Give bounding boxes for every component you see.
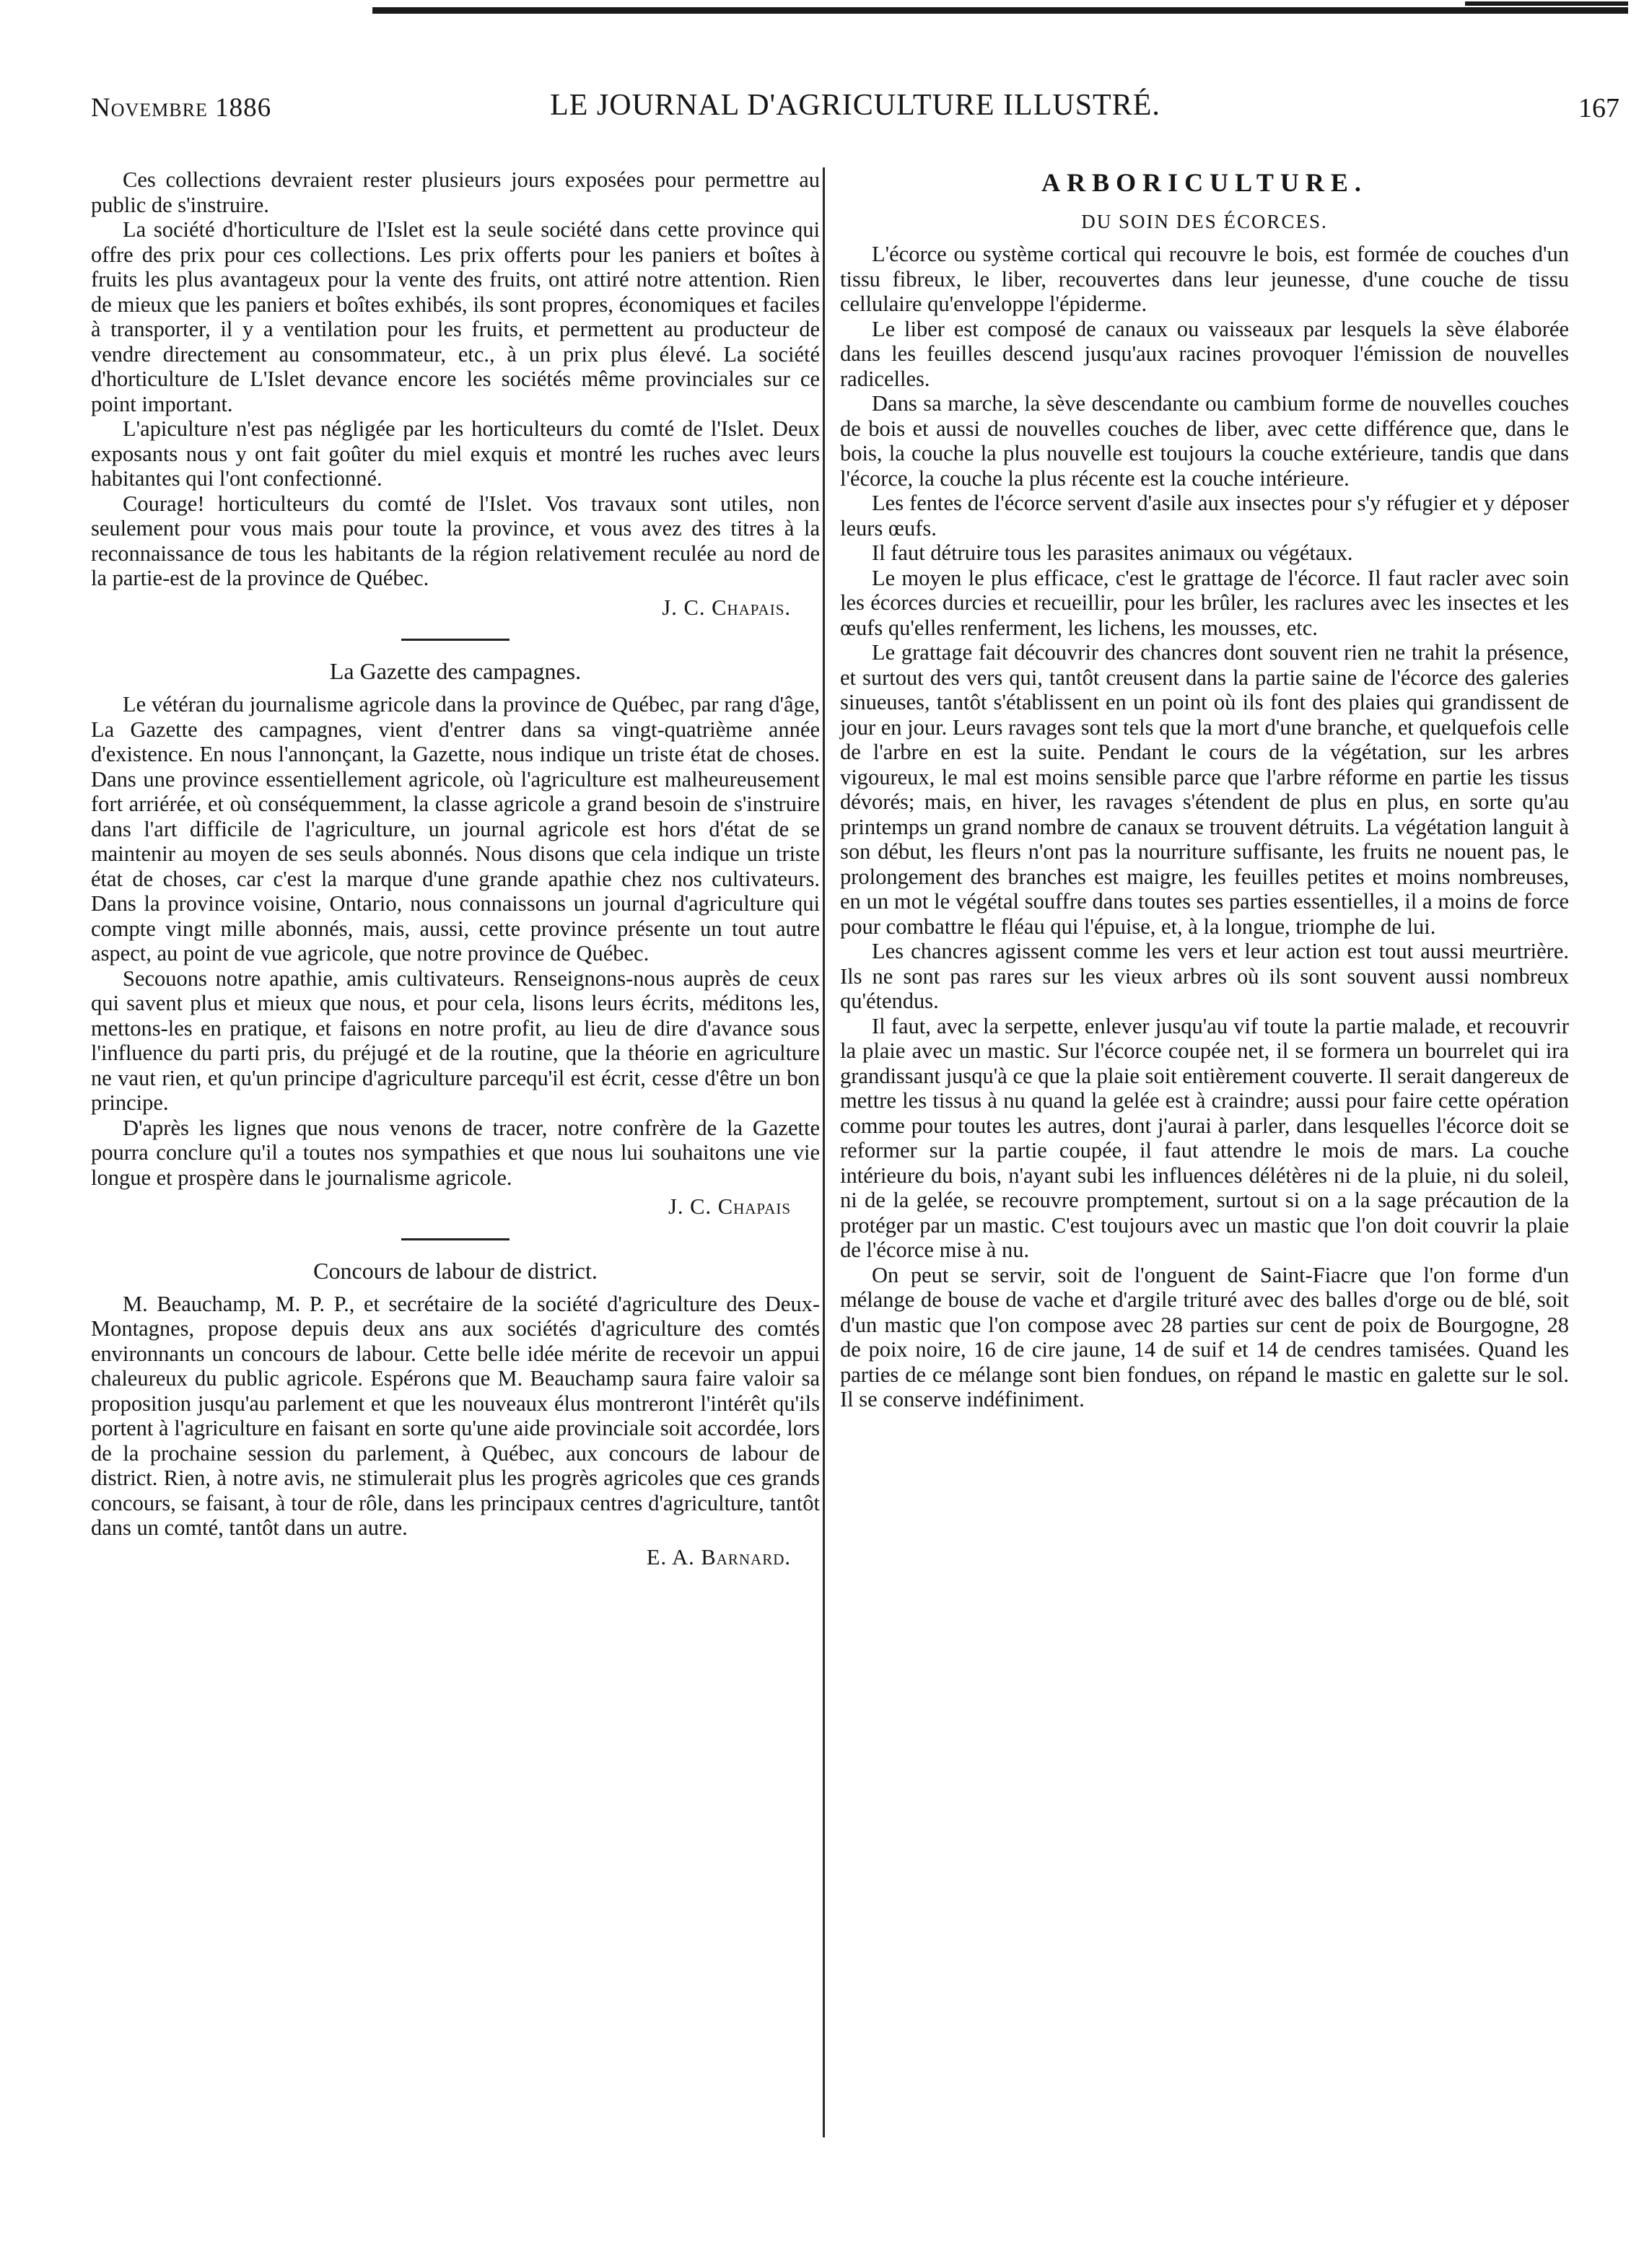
section-title-arboriculture: ARBORICULTURE. xyxy=(1041,168,1368,197)
top-border-rule xyxy=(372,7,1628,14)
top-border-mark xyxy=(1465,1,1628,6)
paragraph-onguent: On peut se servir, soit de l'onguent de Saint-Fiacre que l'on forme d'un mélange de bouse de vache et d'argile trituré avec des balles d'orge ou de blé, soit d'un mastic que l'on compose avec 28 parties sur cent de poix de Bourgogne, 28 de poix noire, 16 de cire jaune, 14 de suif et 14 de cendres tamisées. Quand les parties de ce mélange sont bien fondues, on répand le mastic en galette sur le sol. Il se conserve indéfiniment. xyxy=(840,1262,1569,1411)
header-date: Novembre 1886 xyxy=(91,93,272,123)
paragraph-seve: Dans sa marche, la sève descendante ou cambium forme de nouvelles couches de bois et aussi de nouvelles couches de liber, avec cette différence que, dans le bois, la couche la plus nouvelle est toujours la couche extérieure, tandis que dans l'écorce, la couche la plus récente est la couche intérieure. xyxy=(840,391,1569,491)
paragraph-serpette: Il faut, avec la serpette, enlever jusqu'au vif toute la partie malade, et recouvrir la plaie avec un mastic. Sur l'écorce coupée net, il se formera un bourrelet qui ira grandissant jusqu'à ce que la plaie soit entièrement couverte. Il serait dangereux de mettre les tissus à nu quand la gelée est à craindre; aussi pour faire cette opération comme pour toutes les autres, dont j'aurai à parler, dans lesquelles l'écorce doit se reformer sur la partie coupée, il faut attendre le mois de mars. La couche intérieure du bois, n'ayant subi les influences délétères ni de la pluie, ni du soleil, ni de la gelée, se recouvre promptement, surtout si on a la sage précaution de la protéger par un mastic. C'est toujours avec un mastic que l'on doit couvrir la plaie de l'écorce mise à nu. xyxy=(840,1013,1569,1262)
paragraph-concours: M. Beauchamp, M. P. P., et secrétaire de la société d'agriculture des Deux-Montagnes, propose depuis deux ans aux sociétés d'agriculture des comtés environnants un concours de labour. Cette belle idée mérite de recevoir un appui chaleureux du public agricole. Espérons que M. Beauchamp saura faire valoir sa proposition jusqu'au parlement et que les nouveaux élus montreront l'intérêt qu'ils portent à l'agriculture en faisant en sorte qu'une aide provinciale soit accordée, lors de la prochaine session du parlement, à Québec, aux concours de labour de district. Rien, à notre avis, ne stimulerait plus les progrès agricoles que ces grands concours, se faisant, à tour de rôle, dans les principaux centres d'agriculture, tantôt dans un comté, tantôt dans un autre. xyxy=(91,1291,820,1540)
paragraph-gazette-2: Secouons notre apathie, amis cultivateurs. Renseignons-nous auprès de ceux qui savent plus et mieux que nous, et pour cela, lisons leurs écrits, méditons les, mettons-les en pratique, et faisons en notre profit, au lieu de dire d'avance sous l'influence du parti pris, du préjugé et de la routine, que la théorie en agriculture ne vaut rien, et qu'un principe d'agriculture parcequ'il est écrit, cesse d'être un bon principe. xyxy=(91,966,820,1115)
section-title-gazette: La Gazette des campagnes. xyxy=(329,658,582,684)
paragraph-gazette-1: Le vétéran du journalisme agricole dans la province de Québec, par rang d'âge, La Gazette des campagnes, vient d'entrer dans sa vingt-quatrième année d'existence. En nous l'annonçant, la Gazette, nous indique un triste état de choses. Dans une province essentiellement agricole, où l'agriculture est malheureusement fort arriérée, et où conséquemment, la classe agricole a grand besoin de s'instruire dans l'art difficile de l'agriculture, un journal agricole est hors d'état de se maintenir au moyen de ses seuls abonnés. Nous disons que cela indique un triste état de choses, car c'est la marque d'une grande apathie chez nos cultivateurs. Dans la province voisine, Ontario, nous connaissons un journal d'agriculture qui compte vingt mille abonnés, mais, aussi, cette province présente un tout autre aspect, au point de vue agricole, que notre province de Québec. xyxy=(91,692,820,966)
paragraph-courage: Courage! horticulteurs du comté de l'Islet. Vos travaux sont utiles, non seulement pour vous mais pour toute la province, et vous avez des titres à la reconnaissance de tous les habitants de la région relativement reculée au nord de la partie-est de la province de Québec. xyxy=(91,491,820,590)
paragraph-ecorce: L'écorce ou système cortical qui recouvre le bois, est formée de couches d'un tissu fibreux, le liber, recouvertes dans leur jeunesse, d'une couche de tissu cellulaire qu'enveloppe l'épiderme. xyxy=(840,242,1569,316)
page-number: 167 xyxy=(1578,93,1619,123)
column-divider xyxy=(823,167,825,2137)
paragraph-grattage: Le moyen le plus efficace, c'est le grattage de l'écorce. Il faut racler avec soin les écorces durcies et recueillir, pour les brûler, les raclures avec les insectes et les œufs qu'elles renferment, les lichens, les mousses, etc. xyxy=(840,565,1569,640)
paragraph-parasites: Il faut détruire tous les parasites animaux ou végétaux. xyxy=(872,540,1353,565)
paragraph-liber: Le liber est composé de canaux ou vaisseaux par lesquels la sève élaborée dans les feuilles descend jusqu'aux racines provoquer l'émission de nouvelles radicelles. xyxy=(840,316,1569,391)
paragraph-chancres: Les chancres agissent comme les vers et leur action est tout aussi meurtrière. Ils ne sont pas rares sur les vieux arbres où ils sont souvent aussi nombreux qu'étendus. xyxy=(840,939,1569,1013)
paragraph-apiculture: L'apiculture n'est pas négligée par les horticulteurs du comté de l'Islet. Deux exposants nous y ont fait goûter du miel exquis et montré les ruches avec leurs habitantes qui l'ont confectionné. xyxy=(91,416,820,491)
left-column xyxy=(91,167,820,1577)
signature-chapais-2: J. C. Chapais xyxy=(668,1194,791,1219)
paragraph-societe-horticulture: La société d'horticulture de l'Islet est la seule société dans cette province qui offre des prix pour ces collections. Les prix offerts pour les paniers et boîtes à fruits les plus avantageux pour la vente des fruits, ont attiré notre attention. Rien de mieux que les paniers et boîtes exhibés, ils sont propres, économiques et faciles à transporter, il y a ventilation pour les fruits, et permettent au producteur de vendre directement au consommateur, etc., à un prix plus élevé. La société d'horticulture de L'Islet devance encore les sociétés même provinciales sur ce point important. xyxy=(91,217,820,416)
signature-barnard: E. A. Barnard. xyxy=(646,1544,791,1569)
page-header xyxy=(91,85,1619,128)
paragraph-fentes: Les fentes de l'écorce servent d'asile aux insectes pour s'y réfugier et y déposer leurs œufs. xyxy=(840,491,1569,540)
right-column xyxy=(840,167,1569,1412)
paragraph-gazette-3: D'après les lignes que nous venons de tracer, notre confrère de la Gazette pourra conclure qu'il a toutes nos sympathies et que nous lui souhaitons une vie longue et prospère dans le journalisme agricole. xyxy=(91,1115,820,1190)
section-rule xyxy=(401,639,510,641)
journal-title: LE JOURNAL D'AGRICULTURE ILLUSTRÉ. xyxy=(550,89,1160,122)
section-title-concours: Concours de labour de district. xyxy=(313,1257,598,1284)
section-rule xyxy=(401,1238,510,1240)
signature-chapais-1: J. C. Chapais. xyxy=(662,595,791,620)
paragraph-chancres-vers: Le grattage fait découvrir des chancres dont souvent rien ne trahit la présence, et surtout des vers qui, tantôt creusent dans la partie saine de l'écorce des galeries sinueuses, tantôt s'établissent en un point où ils font des plaies qui grandissent de jour en jour. Leurs ravages sont tels que la mort d'une branche, et quelquefois celle de l'arbre en est la suite. Pendant le cours de la végétation, sur les arbres vigoureux, le mal est moins sensible parce que l'arbre réforme en partie les tissus dévorés; mais, en hiver, les ravages s'étendent de plus en plus, en sorte qu'au printemps un grand nombre de canaux se trouvent détruits. La végétation languit à son début, les fleurs n'ont pas la nourriture suffisante, les fruits ne nouent pas, le prolongement des branches est maigre, les feuilles petites et moins nombreuses, en un mot le végétal souffre dans toutes ses parties essentielles, il a moins de force pour combattre le fléau qui l'épuise, et, à la longue, triomphe de lui. xyxy=(840,640,1569,939)
section-subtitle-ecorces: DU SOIN DES ÉCORCES. xyxy=(1081,211,1328,232)
paragraph-collections: Ces collections devraient rester plusieurs jours exposées pour permettre au public de s'instruire. xyxy=(91,167,820,217)
